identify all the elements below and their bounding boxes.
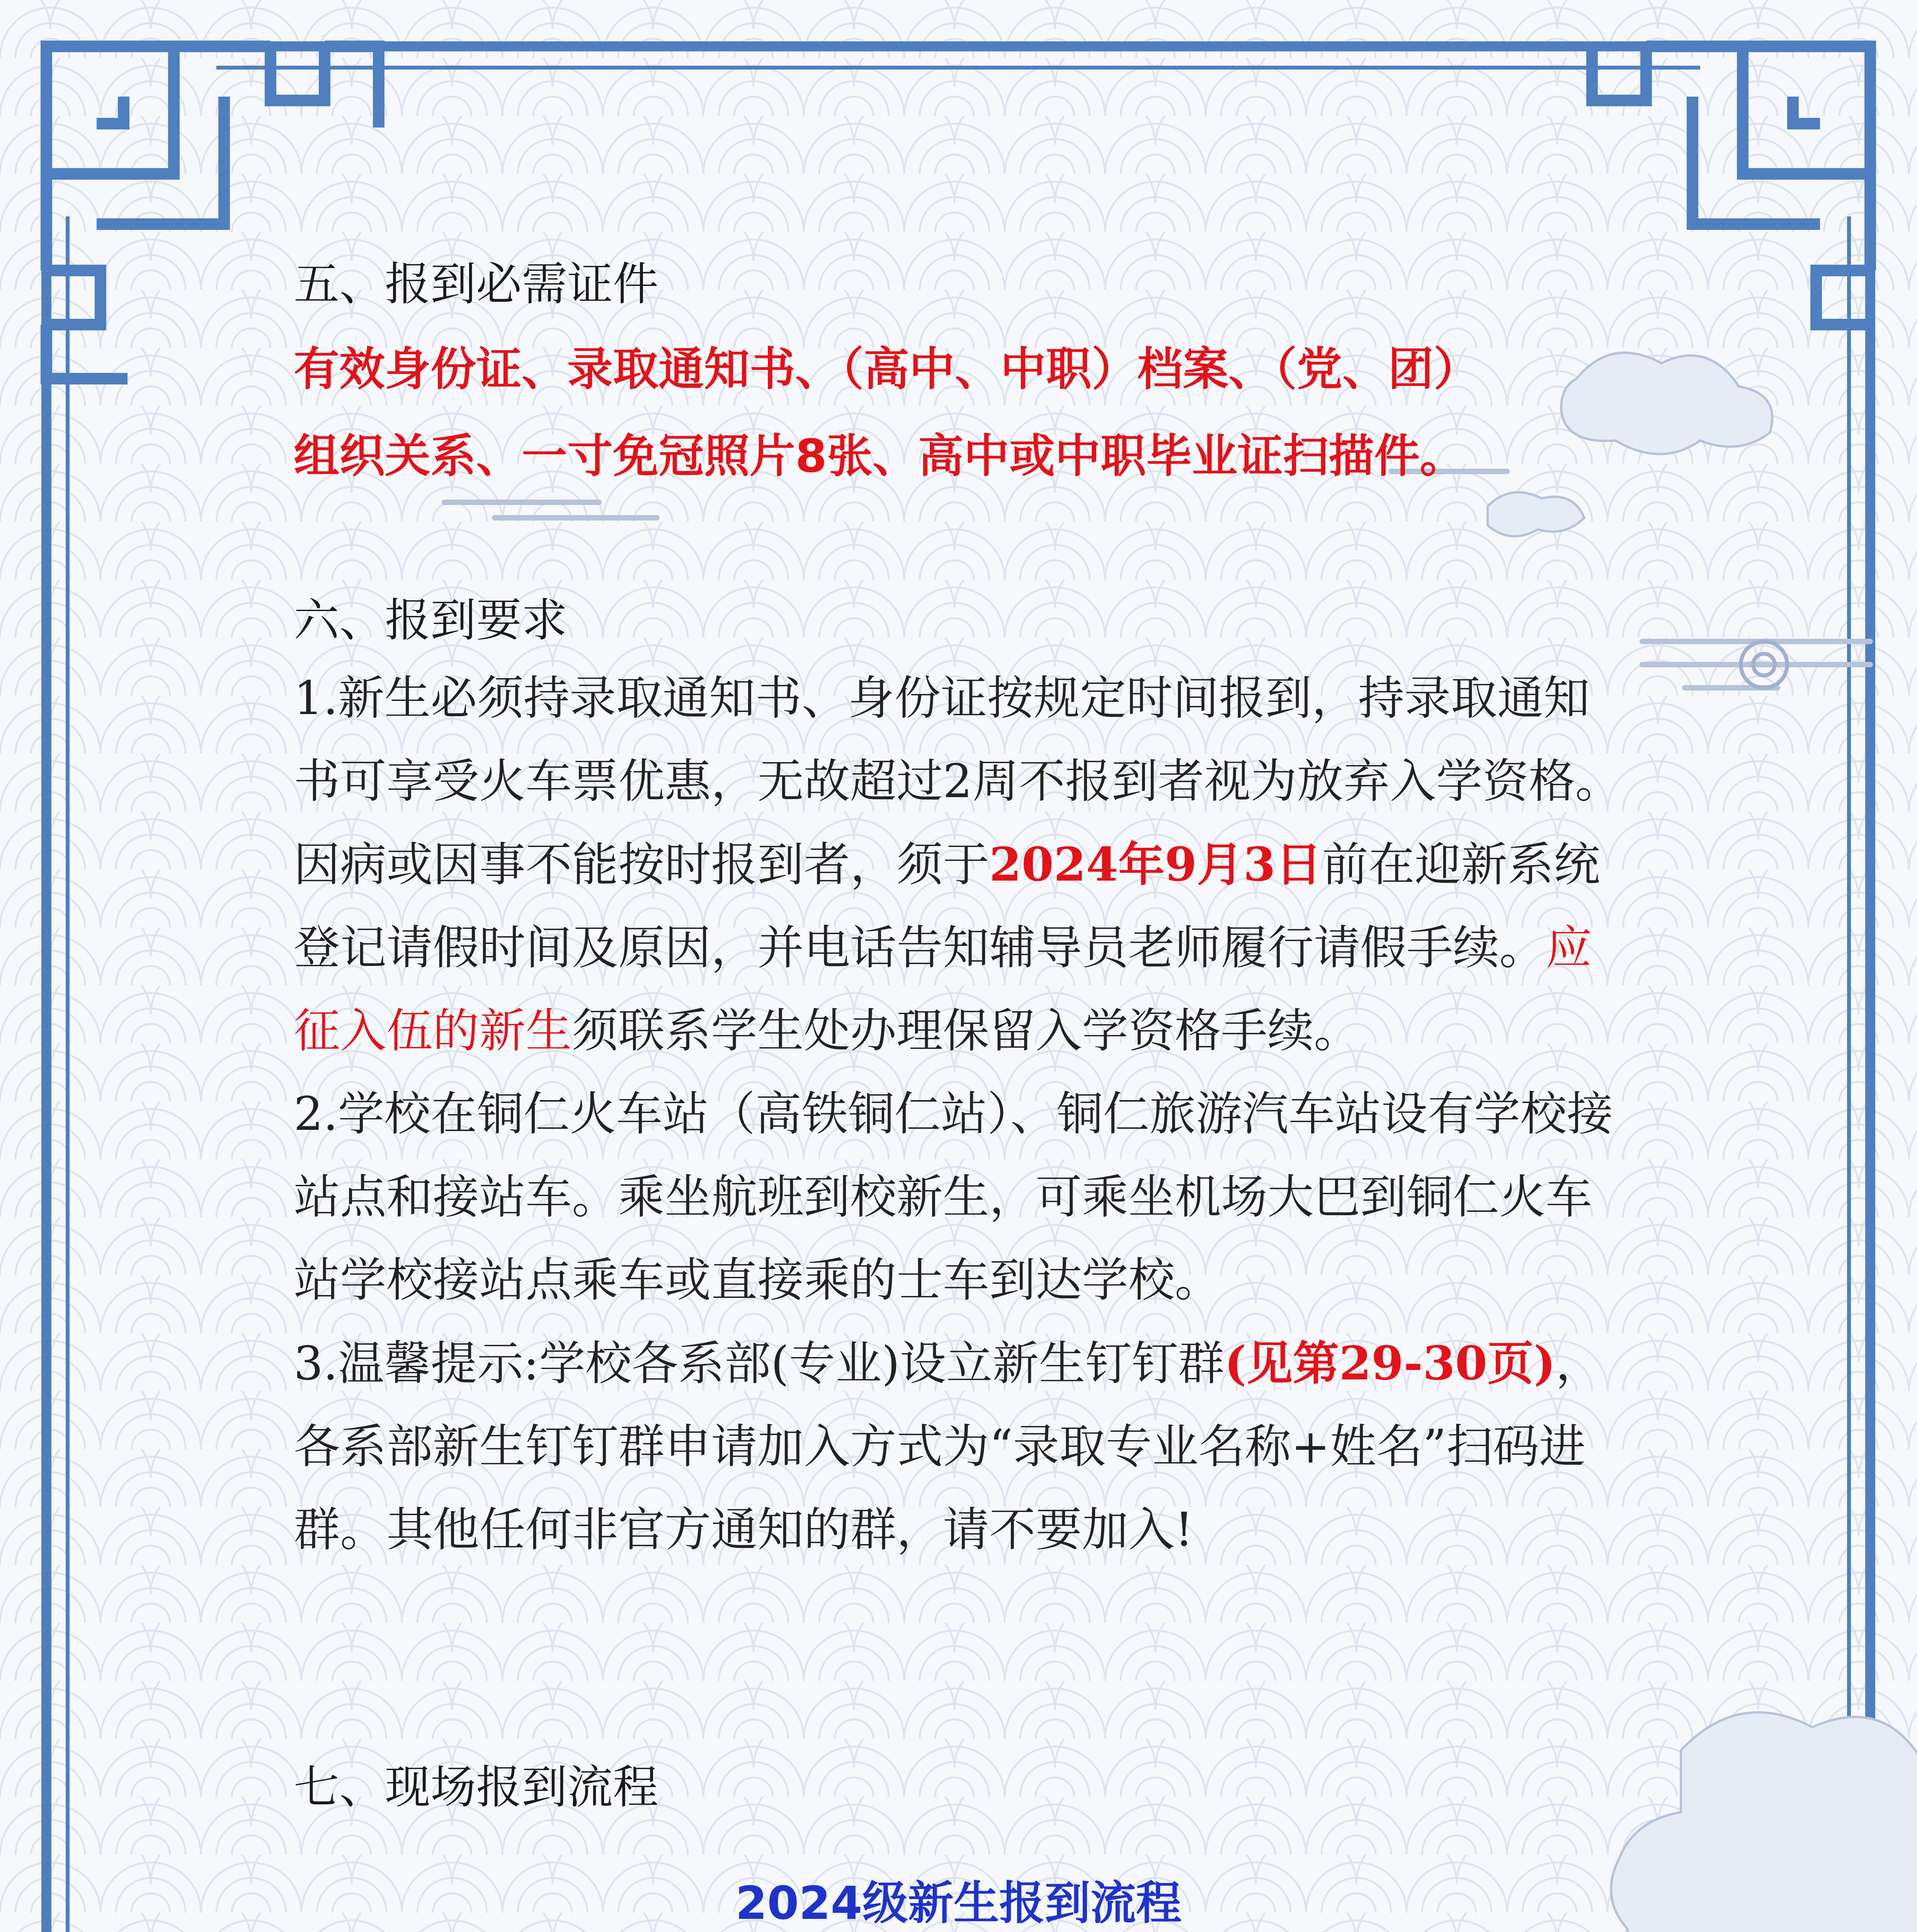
requirement-1 — [294, 657, 1627, 1073]
requirement-2: 2.学校在铜仁火车站（高铁铜仁站）、铜仁旅游汽车站设有学校接站点和接站车。乘坐航班到校新生，可乘坐机场大巴到铜仁火车站学校接站点乘车或直接乘的士车到达学校。 — [294, 1087, 1613, 1307]
flowchart-title: 2024级新生报到流程 — [735, 1876, 1182, 1930]
requirement-1-text-e: 须联系学生处办理保留入学资格手续。 — [572, 1004, 1360, 1058]
requirement-1-text-c: 前在迎新系统登记请假时间及原因，并电话告知辅导员老师履行请假手续。 — [294, 838, 1600, 975]
required-documents-line-1: 有效身份证、录取通知书、（高中、中职）档案、（党、团） — [294, 342, 1480, 396]
page-reference-highlight: (见第29-30页) — [1224, 1336, 1556, 1391]
required-documents-line-2: 组织关系、一寸免冠照片8张、高中或中职毕业证扫描件。 — [294, 429, 1466, 483]
requirement-3-text-a: 3.温馨提示:学校各系部(专业)设立新生钉钉群 — [294, 1337, 1225, 1391]
section-5-title: 五、报到必需证件 — [294, 257, 659, 311]
enlisted-students-highlight: 应征入伍的新生 — [294, 921, 1592, 1058]
requirement-3 — [294, 1322, 1627, 1571]
requirement-1-text-a: 1.新生必须持录取通知书、身份证按规定时间报到，持录取通知书可享受火车票优惠，无故超过2周不报到者视为放弃入学资格。因病或因事不能按时报到者，须于 — [294, 672, 1622, 892]
requirement-3-text-c: ，各系部新生钉钉群申请加入方式为“录取专业名称+姓名”扫码进群。其他任何非官方通知的群，请不要加入! — [294, 1337, 1602, 1557]
section-7-title: 七、现场报到流程 — [294, 1760, 659, 1814]
deadline-date: 2024年9月3日 — [989, 837, 1322, 892]
section-6-title: 六、报到要求 — [294, 594, 568, 647]
registration-requirements — [294, 657, 1627, 1571]
